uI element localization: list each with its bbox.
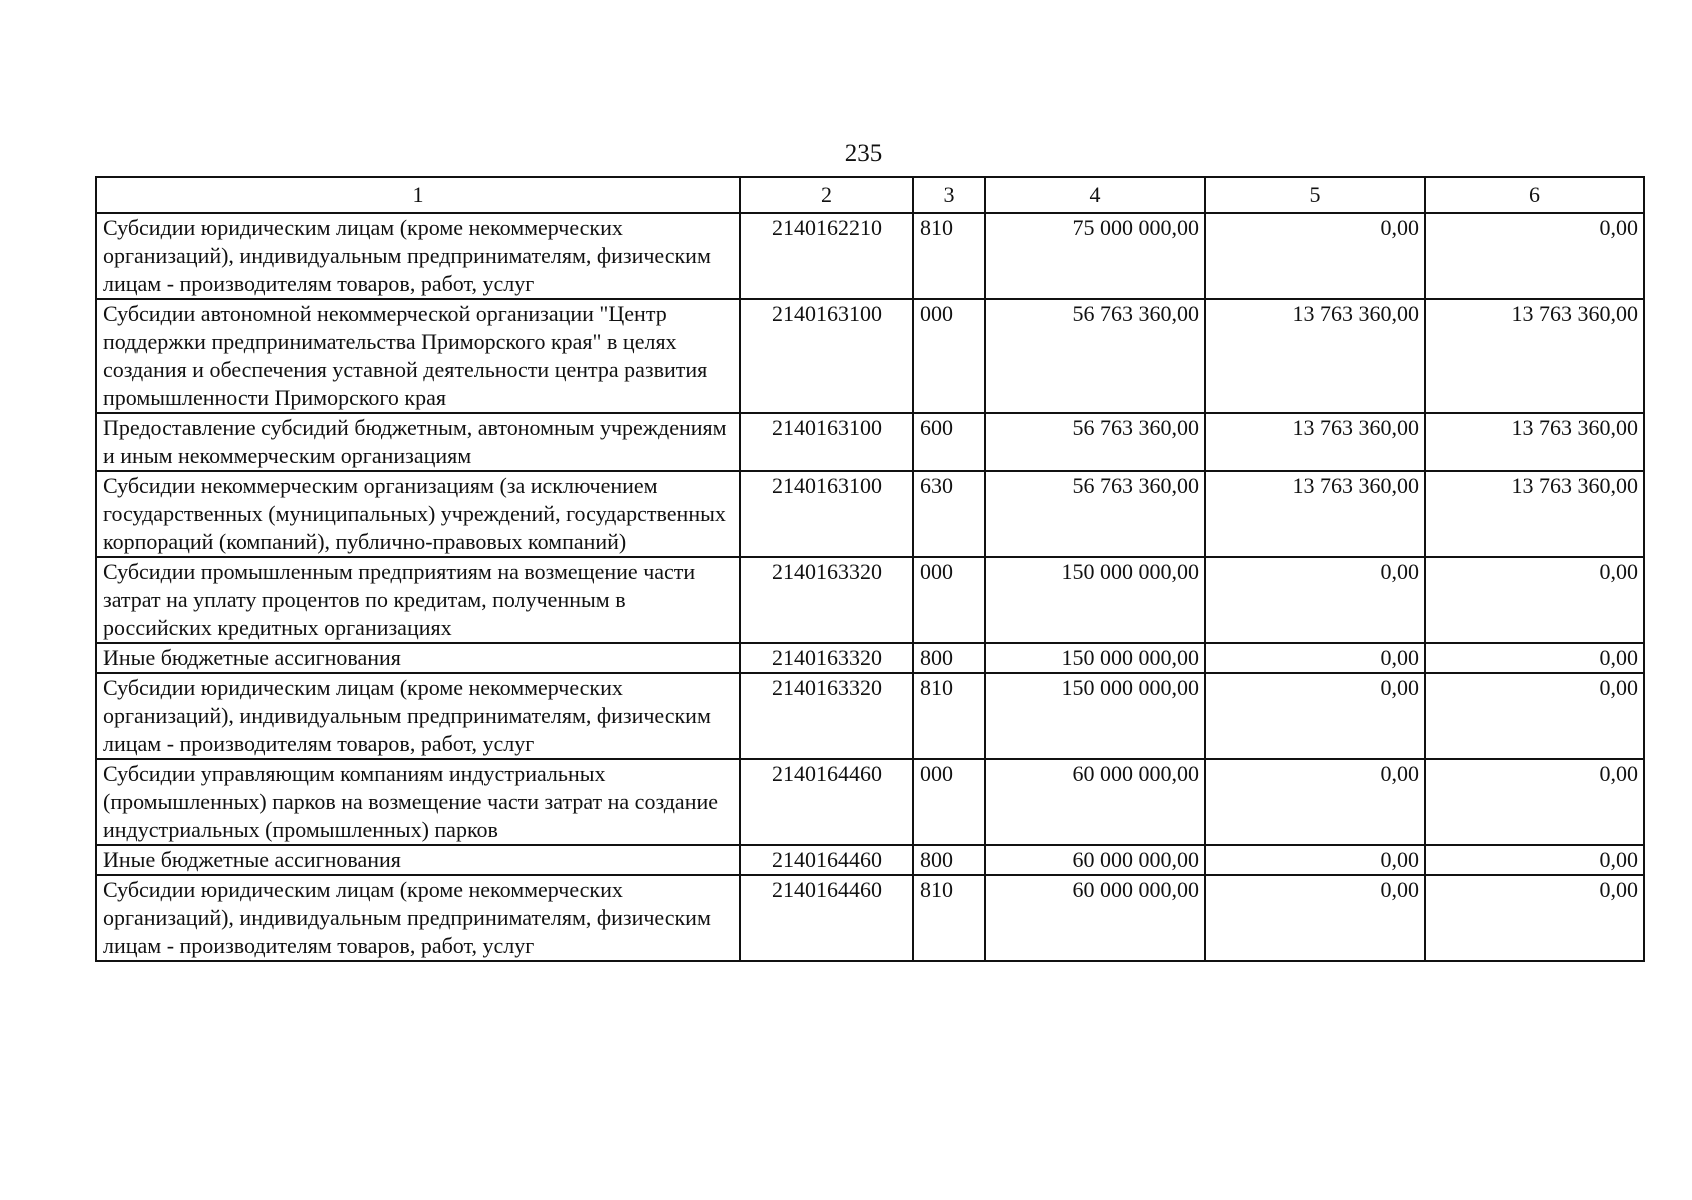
row-amount-col6: 0,00: [1425, 845, 1644, 875]
table-row: [96, 759, 1644, 845]
row-description: Субсидии юридическим лицам (кроме некоммерческих организаций), индивидуальным предпринимателям, физическим лицам - производителям товаров, работ, услуг: [96, 213, 740, 299]
row-amount-col5: 0,00: [1205, 759, 1425, 845]
table-row: [96, 875, 1644, 961]
column-header: 6: [1425, 177, 1644, 213]
row-amount-col4: 60 000 000,00: [985, 875, 1205, 961]
table-row: [96, 643, 1644, 673]
row-amount-col4: 60 000 000,00: [985, 759, 1205, 845]
table-row: [96, 673, 1644, 759]
row-description: Субсидии управляющим компаниям индустриальных (промышленных) парков на возмещение части затрат на создание индустриальных (промышленных) парков: [96, 759, 740, 845]
row-amount-col4: 56 763 360,00: [985, 299, 1205, 413]
table-row: [96, 213, 1644, 299]
row-target-code: 2140162210: [740, 213, 913, 299]
row-amount-col4: 150 000 000,00: [985, 643, 1205, 673]
row-expense-type: 000: [913, 299, 985, 413]
row-amount-col5: 13 763 360,00: [1205, 471, 1425, 557]
column-header: 5: [1205, 177, 1425, 213]
row-target-code: 2140164460: [740, 875, 913, 961]
row-target-code: 2140164460: [740, 759, 913, 845]
column-header: 1: [96, 177, 740, 213]
row-amount-col5: 0,00: [1205, 557, 1425, 643]
row-description: Иные бюджетные ассигнования: [96, 845, 740, 875]
row-expense-type: 810: [913, 213, 985, 299]
row-target-code: 2140163100: [740, 299, 913, 413]
row-amount-col6: 0,00: [1425, 673, 1644, 759]
table-row: [96, 845, 1644, 875]
row-description: Субсидии промышленным предприятиям на возмещение части затрат на уплату процентов по кредитам, полученным в российских кредитных организациях: [96, 557, 740, 643]
row-amount-col5: 13 763 360,00: [1205, 413, 1425, 471]
row-amount-col5: 13 763 360,00: [1205, 299, 1425, 413]
row-amount-col5: 0,00: [1205, 213, 1425, 299]
row-expense-type: 810: [913, 875, 985, 961]
column-header: 3: [913, 177, 985, 213]
row-amount-col6: 0,00: [1425, 557, 1644, 643]
row-amount-col4: 150 000 000,00: [985, 557, 1205, 643]
row-description: Субсидии юридическим лицам (кроме некоммерческих организаций), индивидуальным предпринимателям, физическим лицам - производителям товаров, работ, услуг: [96, 875, 740, 961]
row-amount-col4: 56 763 360,00: [985, 471, 1205, 557]
row-amount-col6: 13 763 360,00: [1425, 413, 1644, 471]
table-row: [96, 471, 1644, 557]
budget-table: [95, 176, 1645, 962]
row-target-code: 2140163100: [740, 413, 913, 471]
row-expense-type: 800: [913, 845, 985, 875]
row-description: Субсидии автономной некоммерческой организации "Центр поддержки предпринимательства Приморского края" в целях создания и обеспечения уставной деятельности центра развития промышленности Приморского края: [96, 299, 740, 413]
row-target-code: 2140163320: [740, 673, 913, 759]
row-target-code: 2140163100: [740, 471, 913, 557]
row-amount-col4: 56 763 360,00: [985, 413, 1205, 471]
row-expense-type: 000: [913, 759, 985, 845]
row-description: Субсидии юридическим лицам (кроме некоммерческих организаций), индивидуальным предпринимателям, физическим лицам - производителям товаров, работ, услуг: [96, 673, 740, 759]
row-target-code: 2140164460: [740, 845, 913, 875]
column-header: 2: [740, 177, 913, 213]
row-expense-type: 600: [913, 413, 985, 471]
row-amount-col4: 150 000 000,00: [985, 673, 1205, 759]
row-amount-col5: 0,00: [1205, 643, 1425, 673]
column-header: 4: [985, 177, 1205, 213]
table-row: [96, 557, 1644, 643]
row-amount-col6: 0,00: [1425, 643, 1644, 673]
row-target-code: 2140163320: [740, 557, 913, 643]
row-expense-type: 000: [913, 557, 985, 643]
table-row: [96, 413, 1644, 471]
row-target-code: 2140163320: [740, 643, 913, 673]
row-amount-col6: 0,00: [1425, 759, 1644, 845]
page-number: 235: [844, 140, 883, 167]
row-expense-type: 810: [913, 673, 985, 759]
row-description: Субсидии некоммерческим организациям (за исключением государственных (муниципальных) учреждений, государственных корпораций (компаний), публично-правовых компаний): [96, 471, 740, 557]
row-amount-col4: 75 000 000,00: [985, 213, 1205, 299]
row-description: Предоставление субсидий бюджетным, автономным учреждениям и иным некоммерческим организациям: [96, 413, 740, 471]
table-row: [96, 299, 1644, 413]
row-description: Иные бюджетные ассигнования: [96, 643, 740, 673]
row-amount-col4: 60 000 000,00: [985, 845, 1205, 875]
header-row: [96, 177, 1644, 213]
row-amount-col5: 0,00: [1205, 673, 1425, 759]
row-amount-col6: 13 763 360,00: [1425, 471, 1644, 557]
row-amount-col6: 0,00: [1425, 875, 1644, 961]
row-expense-type: 630: [913, 471, 985, 557]
row-amount-col6: 0,00: [1425, 213, 1644, 299]
row-expense-type: 800: [913, 643, 985, 673]
row-amount-col5: 0,00: [1205, 875, 1425, 961]
row-amount-col5: 0,00: [1205, 845, 1425, 875]
row-amount-col6: 13 763 360,00: [1425, 299, 1644, 413]
